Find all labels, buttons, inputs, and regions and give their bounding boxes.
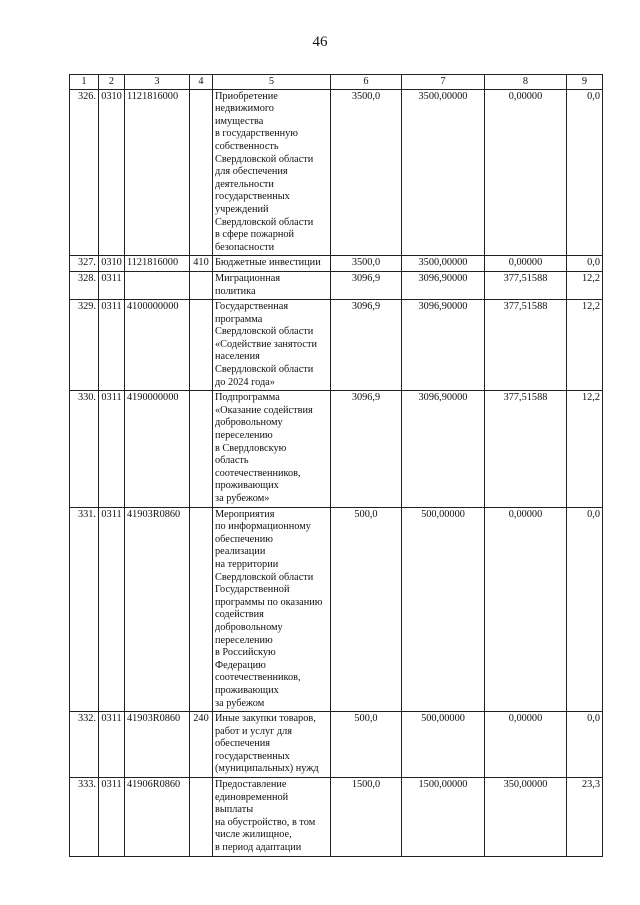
row-number-cell: 326. [70, 89, 99, 256]
table-row [70, 89, 603, 256]
table-row [70, 300, 603, 391]
value-col7-cell: 3096,90000 [402, 391, 485, 507]
name-line: «Содействие занятости [215, 338, 318, 350]
name-line: добровольному [215, 621, 283, 633]
row-number-cell: 328. [70, 271, 99, 299]
expense-kind-cell [190, 778, 213, 857]
row-number-cell: 329. [70, 300, 99, 391]
value-col7-cell: 3500,00000 [402, 89, 485, 256]
row-number-cell: 333. [70, 778, 99, 857]
name-line: Свердловской области [215, 153, 314, 165]
name-line: Мероприятия [215, 508, 275, 520]
value-col6-cell: 3096,9 [331, 300, 402, 391]
section-code-cell: 0311 [99, 271, 125, 299]
name-line: обеспечению [215, 533, 273, 545]
header-cell: 8 [485, 75, 567, 90]
header-cell: 9 [567, 75, 603, 90]
percent-cell: 12,2 [567, 271, 603, 299]
value-col8-cell: 377,51588 [485, 271, 567, 299]
percent-cell: 0,0 [567, 507, 603, 712]
target-code-cell [125, 271, 190, 299]
name-cell [213, 300, 331, 391]
section-code-cell: 0311 [99, 507, 125, 712]
name-line: проживающих [215, 684, 279, 696]
target-code-cell: 41906R0860 [125, 778, 190, 857]
percent-cell: 0,0 [567, 256, 603, 272]
name-line: по информационному [215, 521, 311, 533]
value-col6-cell: 500,0 [331, 507, 402, 712]
name-line: добровольному [215, 417, 283, 429]
name-line: программа [215, 313, 263, 325]
page-number: 46 [312, 34, 328, 50]
name-line: до 2024 года» [215, 376, 275, 388]
name-line: на территории [215, 558, 279, 570]
expense-kind-cell [190, 300, 213, 391]
name-line: работ и услуг для [215, 725, 293, 737]
percent-cell: 12,2 [567, 300, 603, 391]
name-line: соотечественников, [215, 467, 301, 479]
value-col8-cell: 0,00000 [485, 712, 567, 778]
name-line: учреждений [215, 203, 269, 215]
table-row [70, 256, 603, 272]
section-code-cell: 0310 [99, 89, 125, 256]
value-col8-cell: 0,00000 [485, 89, 567, 256]
name-line: единовременной [215, 791, 289, 803]
name-line: программы по оказанию [215, 596, 323, 608]
value-col8-cell: 0,00000 [485, 507, 567, 712]
section-code-cell: 0311 [99, 300, 125, 391]
header-cell: 1 [70, 75, 99, 90]
name-line: в сфере пожарной [215, 229, 295, 241]
value-col8-cell: 377,51588 [485, 391, 567, 507]
header-cell: 5 [213, 75, 331, 90]
value-col7-cell: 500,00000 [402, 712, 485, 778]
percent-cell: 23,3 [567, 778, 603, 857]
name-line: Государственная [215, 301, 289, 313]
target-code-cell: 41903R0860 [125, 712, 190, 778]
expense-kind-cell [190, 391, 213, 507]
budget-table [69, 74, 603, 857]
name-line: содействия [215, 609, 264, 621]
name-cell [213, 89, 331, 256]
name-line: переселению [215, 430, 273, 442]
name-line: соотечественников, [215, 672, 301, 684]
name-line: в Российскую [215, 647, 276, 659]
name-line: государственных [215, 191, 290, 203]
percent-cell: 12,2 [567, 391, 603, 507]
name-cell [213, 507, 331, 712]
name-line: на обустройство, в том [215, 816, 316, 828]
name-line: Приобретение [215, 90, 278, 102]
header-cell: 7 [402, 75, 485, 90]
target-code-cell: 4100000000 [125, 300, 190, 391]
name-line: реализации [215, 546, 266, 558]
name-line: Свердловской области [215, 216, 314, 228]
expense-kind-cell: 240 [190, 712, 213, 778]
name-line: для обеспечения [215, 166, 288, 178]
table-row [70, 712, 603, 778]
name-line: обеспечения [215, 738, 270, 750]
name-line: Государственной [215, 584, 290, 596]
target-code-cell: 1121816000 [125, 89, 190, 256]
name-line: имущества [215, 115, 264, 127]
value-col7-cell: 3096,90000 [402, 271, 485, 299]
header-row [70, 75, 603, 90]
value-col7-cell: 500,00000 [402, 507, 485, 712]
name-line: деятельности [215, 178, 274, 190]
expense-kind-cell [190, 507, 213, 712]
expense-kind-cell: 410 [190, 256, 213, 272]
value-col7-cell: 3096,90000 [402, 300, 485, 391]
name-line: Подпрограмма [215, 392, 280, 404]
row-number-cell: 330. [70, 391, 99, 507]
expense-kind-cell [190, 89, 213, 256]
header-cell: 2 [99, 75, 125, 90]
value-col6-cell: 500,0 [331, 712, 402, 778]
header-cell: 6 [331, 75, 402, 90]
name-line: в Свердловскую [215, 442, 287, 454]
name-cell [213, 391, 331, 507]
table-row [70, 391, 603, 507]
value-col6-cell: 3500,0 [331, 89, 402, 256]
name-line: политика [215, 285, 256, 297]
name-line: населения [215, 351, 260, 363]
section-code-cell: 0311 [99, 712, 125, 778]
name-line: Миграционная [215, 272, 281, 284]
percent-cell: 0,0 [567, 89, 603, 256]
name-line: Свердловской области [215, 364, 314, 376]
name-line: «Оказание содействия [215, 404, 313, 416]
name-line: проживающих [215, 480, 279, 492]
target-code-cell: 4190000000 [125, 391, 190, 507]
name-line: (муниципальных) нужд [215, 763, 319, 775]
target-code-cell: 41903R0860 [125, 507, 190, 712]
section-code-cell: 0311 [99, 391, 125, 507]
value-col8-cell: 377,51588 [485, 300, 567, 391]
name-line: Иные закупки товаров, [215, 713, 316, 725]
name-line: Свердловской области [215, 326, 314, 338]
name-line: в государственную [215, 128, 299, 140]
table-row [70, 271, 603, 299]
value-col6-cell: 3096,9 [331, 271, 402, 299]
header-cell: 3 [125, 75, 190, 90]
name-line: за рубежом [215, 697, 265, 709]
value-col7-cell: 1500,00000 [402, 778, 485, 857]
name-line: за рубежом» [215, 493, 270, 504]
value-col8-cell: 350,00000 [485, 778, 567, 857]
target-code-cell: 1121816000 [125, 256, 190, 272]
name-line: в период адаптации [215, 842, 302, 854]
name-line: собственность [215, 140, 279, 152]
name-line: государственных [215, 750, 290, 762]
header-cell: 4 [190, 75, 213, 90]
section-code-cell: 0310 [99, 256, 125, 272]
percent-cell: 0,0 [567, 712, 603, 778]
table-row [70, 507, 603, 712]
name-cell [213, 256, 331, 272]
row-number-cell: 327. [70, 256, 99, 272]
name-line: Бюджетные инвестиции [215, 257, 321, 269]
name-line: Свердловской области [215, 571, 314, 583]
section-code-cell: 0311 [99, 778, 125, 857]
value-col6-cell: 3096,9 [331, 391, 402, 507]
value-col7-cell: 3500,00000 [402, 256, 485, 272]
row-number-cell: 332. [70, 712, 99, 778]
value-col6-cell: 1500,0 [331, 778, 402, 857]
value-col6-cell: 3500,0 [331, 256, 402, 272]
value-col8-cell: 0,00000 [485, 256, 567, 272]
name-cell [213, 778, 331, 857]
name-line: область [215, 455, 249, 467]
name-cell [213, 271, 331, 299]
name-line: недвижимого [215, 103, 274, 115]
name-line: Федерацию [215, 659, 266, 671]
name-line: переселению [215, 634, 273, 646]
row-number-cell: 331. [70, 507, 99, 712]
name-cell [213, 712, 331, 778]
table-row [70, 778, 603, 857]
name-line: Предоставление [215, 779, 287, 791]
name-line: числе жилищное, [215, 829, 292, 841]
name-line: выплаты [215, 804, 254, 816]
name-line: безопасности [215, 241, 275, 253]
expense-kind-cell [190, 271, 213, 299]
